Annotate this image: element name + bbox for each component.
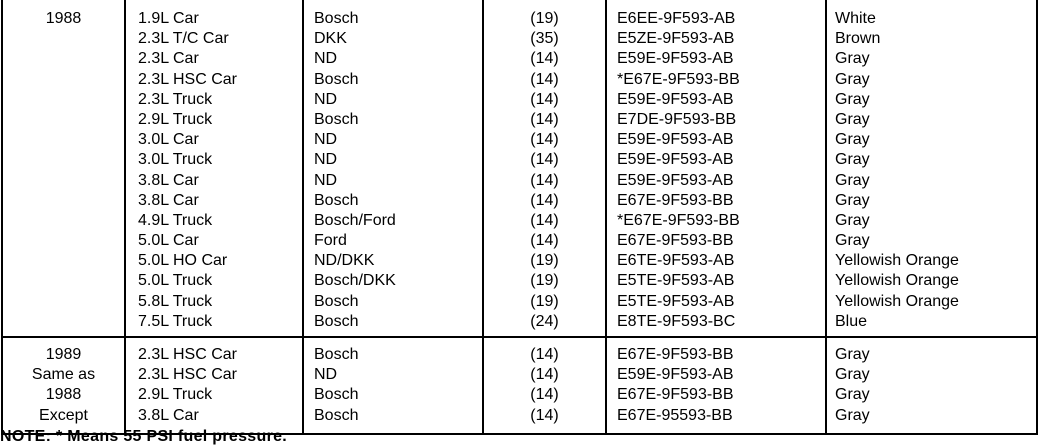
part-number-cell: E59E-9F593-AB — [617, 131, 734, 149]
model-year-line: 1989 — [45, 346, 82, 363]
flow-rate-cell: (19) — [530, 292, 559, 310]
color-code-cell: Gray — [835, 191, 870, 209]
manufacturer-cell: ND — [314, 50, 338, 68]
engine-column — [125, 0, 303, 337]
model-year-line: 1988 — [45, 386, 82, 404]
flow-rate-cell: (14) — [530, 151, 559, 169]
color-code-cell: Gray — [835, 406, 870, 424]
engine-cell: 2.9L Truck — [138, 386, 213, 404]
part-number-cell: E59E-9F593-AB — [617, 366, 734, 384]
footnote: NOTE: * Means 55 PSI fuel pressure. — [0, 428, 288, 445]
flow-rate-cell: (14) — [530, 406, 559, 424]
engine-cell: 3.8L Car — [138, 406, 199, 424]
flow-rate-cell: (14) — [530, 131, 559, 149]
engine-cell: 7.5L Truck — [138, 312, 213, 330]
color-code-cell: Yellowish Orange — [835, 252, 959, 270]
flow-rate-cell: (14) — [530, 346, 559, 363]
part-number-cell: E7DE-9F593-BB — [617, 110, 737, 128]
part-number-cell: E67E-95593-BB — [617, 406, 733, 424]
part-number-cell: E59E-9F593-AB — [617, 50, 734, 68]
part-number-cell: E8TE-9F593-BC — [617, 312, 736, 330]
part-number-cell: E59E-9F593-AB — [617, 171, 734, 189]
table-body — [2, 0, 1037, 434]
flow-rate-cell: (14) — [530, 232, 559, 250]
part-number-cell: E59E-9F593-AB — [617, 90, 734, 108]
model-year-group — [2, 0, 1037, 337]
color-code-cell: Yellowish Orange — [835, 272, 959, 290]
manufacturer-cell: Bosch/Ford — [314, 211, 396, 229]
part-number-cell: E5ZE-9F593-AB — [617, 30, 735, 48]
engine-cell: 2.3L T/C Car — [138, 30, 229, 48]
engine-cell: 3.0L Car — [138, 131, 199, 149]
color-code-cell: Gray — [835, 50, 870, 68]
manufacturer-cell: Bosch — [314, 10, 359, 27]
manufacturer-cell: Bosch — [314, 70, 359, 88]
flow-rate-cell: (35) — [530, 30, 559, 48]
part-number-column — [606, 337, 826, 434]
color-code-column — [826, 0, 1037, 337]
color-code-cell: Gray — [835, 151, 870, 169]
part-number-cell: E67E-9F593-BB — [617, 386, 734, 404]
manufacturer-cell: ND/DKK — [314, 252, 375, 270]
manufacturer-cell: ND — [314, 171, 338, 189]
part-number-column — [606, 0, 826, 337]
flow-rate-cell: (14) — [530, 366, 559, 384]
engine-cell: 5.0L Truck — [138, 272, 213, 290]
manufacturer-cell: Bosch — [314, 312, 359, 330]
color-code-cell: Gray — [835, 346, 870, 363]
manufacturer-cell: ND — [314, 131, 338, 149]
engine-cell: 3.0L Truck — [138, 151, 213, 169]
part-number-cell: E59E-9F593-AB — [617, 151, 734, 169]
flow-rate-cell: (19) — [530, 272, 559, 290]
flow-rate-cell: (19) — [530, 252, 559, 270]
engine-cell: 1.9L Car — [138, 10, 199, 27]
engine-cell: 2.3L Truck — [138, 90, 213, 108]
part-number-cell: E5TE-9F593-AB — [617, 272, 735, 290]
engine-cell: 2.3L HSC Car — [138, 366, 237, 384]
model-year-line: 1988 — [45, 10, 82, 27]
part-number-cell: E67E-9F593-BB — [617, 191, 734, 209]
flow-rate-cell: (14) — [530, 171, 559, 189]
manufacturer-cell: Bosch — [314, 110, 359, 128]
part-number-cell: E67E-9F593-BB — [617, 232, 734, 250]
model-year-line: Same as — [31, 366, 96, 384]
model-year-cell — [2, 337, 125, 434]
flow-rate-column — [483, 0, 606, 337]
color-code-cell: Gray — [835, 232, 870, 250]
engine-cell: 4.9L Truck — [138, 211, 213, 229]
manufacturer-cell: ND — [314, 366, 338, 384]
manufacturer-cell: DKK — [314, 30, 347, 48]
manufacturer-cell: Bosch/DKK — [314, 272, 396, 290]
manufacturer-cell: Bosch — [314, 346, 359, 363]
flow-rate-cell: (14) — [530, 211, 559, 229]
engine-cell: 2.9L Truck — [138, 110, 213, 128]
color-code-cell: Gray — [835, 366, 870, 384]
manufacturer-cell: Bosch — [314, 191, 359, 209]
part-number-cell: *E67E-9F593-BB — [617, 70, 740, 88]
engine-cell: 2.3L HSC Car — [138, 346, 237, 363]
flow-rate-cell: (14) — [530, 90, 559, 108]
engine-cell: 5.8L Truck — [138, 292, 213, 310]
flow-rate-cell: (14) — [530, 191, 559, 209]
engine-cell: 5.0L HO Car — [138, 252, 228, 270]
color-code-cell: Gray — [835, 110, 870, 128]
part-number-cell: *E67E-9F593-BB — [617, 211, 740, 229]
manufacturer-cell: Bosch — [314, 292, 359, 310]
engine-cell: 2.3L Car — [138, 50, 199, 68]
color-code-cell: Yellowish Orange — [835, 292, 959, 310]
engine-cell: 3.8L Car — [138, 171, 199, 189]
engine-cell: 5.0L Car — [138, 232, 199, 250]
manufacturer-cell: Ford — [314, 232, 347, 250]
manufacturer-cell: ND — [314, 90, 338, 108]
color-code-column — [826, 337, 1037, 434]
part-number-cell: E6TE-9F593-AB — [617, 252, 735, 270]
part-number-cell: E5TE-9F593-AB — [617, 292, 735, 310]
part-number-cell: E67E-9F593-BB — [617, 346, 734, 363]
injector-spec-table — [1, 0, 1038, 435]
manufacturer-column — [303, 337, 483, 434]
color-code-cell: Gray — [835, 171, 870, 189]
manufacturer-cell: Bosch — [314, 386, 359, 404]
flow-rate-cell: (14) — [530, 70, 559, 88]
color-code-cell: Gray — [835, 70, 870, 88]
part-number-cell: E6EE-9F593-AB — [617, 10, 736, 27]
model-year-line: Except — [39, 406, 88, 424]
engine-cell: 2.3L HSC Car — [138, 70, 237, 88]
color-code-cell: Gray — [835, 90, 870, 108]
color-code-cell: Blue — [835, 312, 868, 330]
color-code-cell: Gray — [835, 211, 870, 229]
manufacturer-cell: Bosch — [314, 406, 359, 424]
engine-cell: 3.8L Car — [138, 191, 199, 209]
color-code-cell: White — [835, 10, 876, 27]
flow-rate-cell: (24) — [530, 312, 559, 330]
flow-rate-cell: (14) — [530, 386, 559, 404]
model-year-group — [2, 337, 1037, 434]
flow-rate-cell: (14) — [530, 110, 559, 128]
model-year-cell — [2, 0, 125, 337]
color-code-cell: Brown — [835, 30, 881, 48]
manufacturer-column — [303, 0, 483, 337]
flow-rate-cell: (19) — [530, 10, 559, 27]
flow-rate-column — [483, 337, 606, 434]
flow-rate-cell: (14) — [530, 50, 559, 68]
color-code-cell: Gray — [835, 131, 870, 149]
engine-column — [125, 337, 303, 434]
color-code-cell: Gray — [835, 386, 870, 404]
manufacturer-cell: ND — [314, 151, 338, 169]
